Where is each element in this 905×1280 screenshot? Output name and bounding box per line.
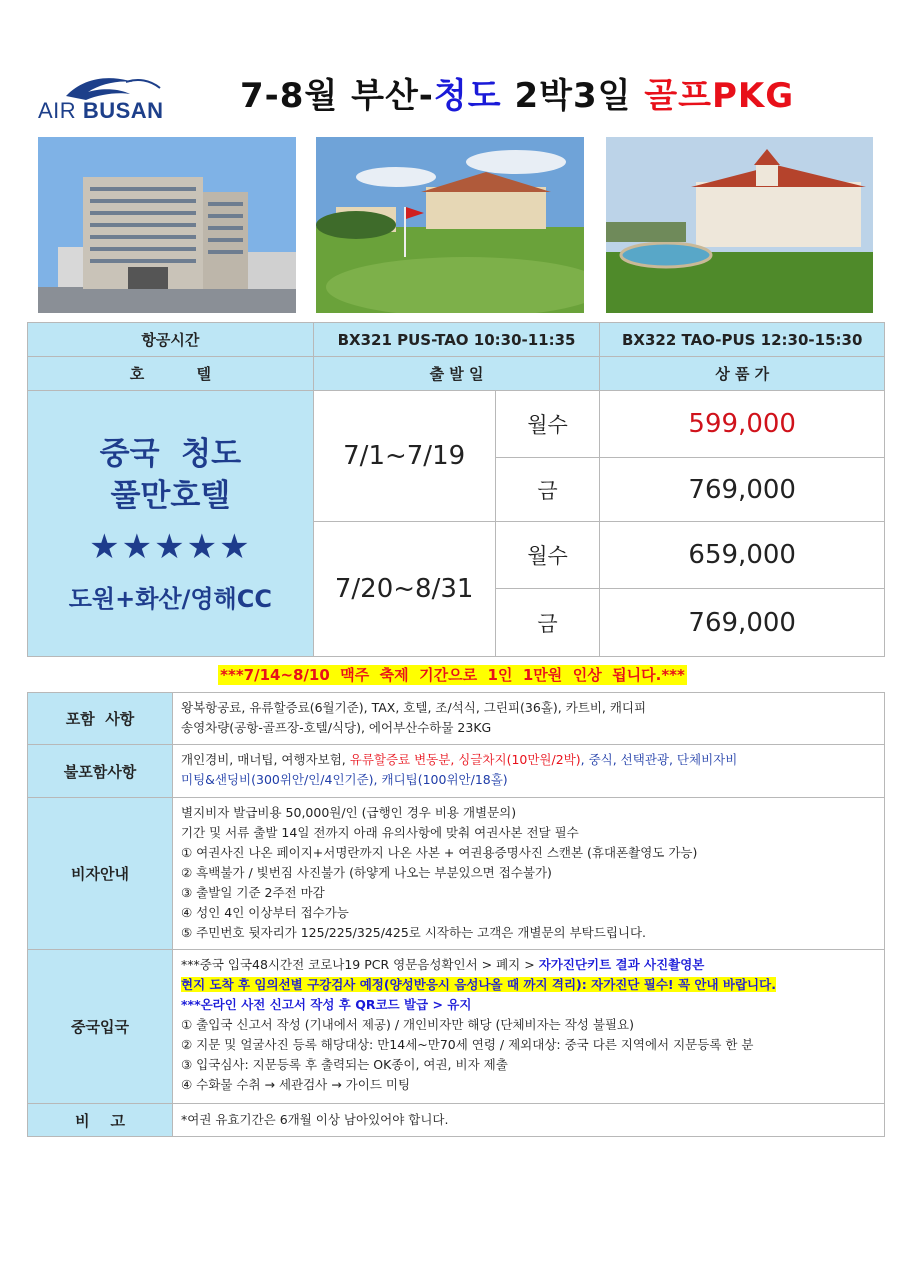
entry-text-blue: 자가진단키트 결과 사진촬영본 [538, 957, 705, 972]
entry-line: ***온라인 사전 신고서 작성 후 QR코드 발급 > 유지 [181, 997, 472, 1012]
flight-label: 항공시간 [28, 323, 314, 357]
title-part3: 2박3일 [501, 76, 645, 116]
hotel-name-line1: 중국 청도 [99, 436, 242, 472]
included-content [173, 693, 885, 745]
logo-air: AIR [38, 98, 77, 123]
excluded-line [181, 750, 876, 770]
excluded-content [173, 745, 885, 798]
price-row [28, 391, 885, 458]
remarks-label: 비 고 [28, 1104, 173, 1137]
visa-line: ⑤ 주민번호 뒷자리가 125/225/325/425로 시작하는 고객은 개별문의 부탁드립니다. [181, 925, 647, 940]
excluded-text: 개인경비, 매너팁, 여행자보험, [181, 752, 350, 767]
header [0, 60, 905, 140]
remarks-content: *여권 유효기간은 6개월 이상 남아있어야 합니다. [173, 1104, 885, 1137]
clubhouse-photo [606, 137, 873, 313]
included-line: 왕복항공료, 유류할증료(6월기준), TAX, 호텔, 조/석식, 그린피(36홀), 카트비, 캐디피 [181, 700, 647, 715]
period-price: 599,000 [600, 391, 885, 458]
air-busan-logo [38, 68, 168, 128]
visa-line: ③ 출발일 기준 2주전 마감 [181, 885, 325, 900]
entry-label: 중국입국 [28, 950, 173, 1104]
period-price: 769,000 [600, 458, 885, 522]
hotel-cell [28, 391, 314, 657]
column-header-row [28, 357, 885, 391]
entry-line: ④ 수화물 수취 → 세관검사 → 가이드 미팅 [181, 1077, 411, 1092]
entry-line [181, 955, 876, 975]
logo-busan: BUSAN [82, 98, 164, 123]
page-title [240, 68, 794, 117]
included-line: 송영차량(공항-골프장-호텔/식당), 에어부산수하물 23KG [181, 720, 492, 735]
visa-line: 기간 및 서류 출발 14일 전까지 아래 유의사항에 맞춰 여권사본 전달 필수 [181, 825, 579, 840]
hotel-photo [38, 137, 296, 313]
period-day: 월수 [495, 391, 600, 458]
flight-row [28, 323, 885, 357]
entry-line: ① 출입국 신고서 작성 (기내에서 제공) / 개인비자만 해당 (단체비자는 작성 불필요) [181, 1017, 634, 1032]
period-price: 769,000 [600, 589, 885, 657]
period-dates: 7/1~7/19 [313, 391, 495, 522]
title-part4: 골프PKG [644, 76, 795, 116]
visa-line: ④ 성인 4인 이상부터 접수가능 [181, 905, 349, 920]
period-dates: 7/20~8/31 [313, 522, 495, 657]
col-departure: 출 발 일 [313, 357, 600, 391]
golf-course-photo [316, 137, 584, 313]
excluded-label: 불포함사항 [28, 745, 173, 798]
excluded-text-blue: , 중식, 선택관광, 단체비자비 [580, 752, 738, 767]
period-day: 금 [495, 589, 600, 657]
included-row [28, 693, 885, 745]
col-hotel: 호 텔 [28, 357, 314, 391]
period-price: 659,000 [600, 522, 885, 589]
hotel-stars: ★★★★★ [89, 527, 252, 567]
notice-text: ***7/14~8/10 맥주 축제 기간으로 1인 1만원 인상 됩니다.*** [220, 666, 685, 684]
remarks-row [28, 1104, 885, 1137]
logo-text [38, 98, 164, 124]
period-day: 금 [495, 458, 600, 522]
hotel-courses: 도원+화산/영해CC [68, 585, 272, 613]
visa-line: 별지비자 발급비용 50,000원/인 (급행인 경우 비용 개별문의) [181, 805, 517, 820]
entry-text: ***중국 입국48시간전 코로나19 PCR 영문음성확인서 > 폐지 > [181, 957, 539, 972]
info-table [27, 692, 885, 1137]
photo-strip [38, 137, 873, 313]
entry-content [173, 950, 885, 1104]
entry-line: ② 지문 및 얼굴사진 등록 해당대상: 만14세~만70세 연령 / 제외대상: 중국 다른 지역에서 지문등록 한 분 [181, 1037, 754, 1052]
excluded-line: 미팅&샌딩비(300위안/인/4인기준), 캐디팁(100위안/18홀) [181, 772, 508, 787]
included-label: 포함 사항 [28, 693, 173, 745]
excluded-text-red: 유류할증료 변동분, 싱글차지(10만원/2박) [349, 752, 581, 767]
entry-highlight: 현지 도착 후 임의선별 구강검사 예정(양성반응시 음성나올 때 까지 격리): 자가진단 필수! 꼭 안내 바랍니다. [181, 977, 776, 992]
price-table [27, 322, 885, 657]
excluded-row [28, 745, 885, 798]
beer-festival-notice [0, 664, 905, 685]
visa-label: 비자안내 [28, 798, 173, 950]
col-price: 상 품 가 [600, 357, 885, 391]
flight-outbound: BX321 PUS-TAO 10:30-11:35 [313, 323, 600, 357]
title-part1: 7-8월 부산- [240, 76, 434, 116]
visa-line: ② 흑백불가 / 빛번짐 사진불가 (하얗게 나오는 부분있으면 접수불가) [181, 865, 552, 880]
visa-line: ① 여권사진 나온 페이지+서명란까지 나온 사본 + 여권용증명사진 스캔본 (휴대폰촬영도 가능) [181, 845, 698, 860]
entry-line: ③ 입국심사: 지문등록 후 출력되는 OK종이, 여권, 비자 제출 [181, 1057, 508, 1072]
entry-line [181, 975, 876, 995]
hotel-name-line2: 풀만호텔 [110, 478, 231, 514]
visa-content [173, 798, 885, 950]
title-part2: 청도 [433, 76, 502, 116]
period-day: 월수 [495, 522, 600, 589]
entry-row [28, 950, 885, 1104]
visa-row [28, 798, 885, 950]
flight-inbound: BX322 TAO-PUS 12:30-15:30 [600, 323, 885, 357]
